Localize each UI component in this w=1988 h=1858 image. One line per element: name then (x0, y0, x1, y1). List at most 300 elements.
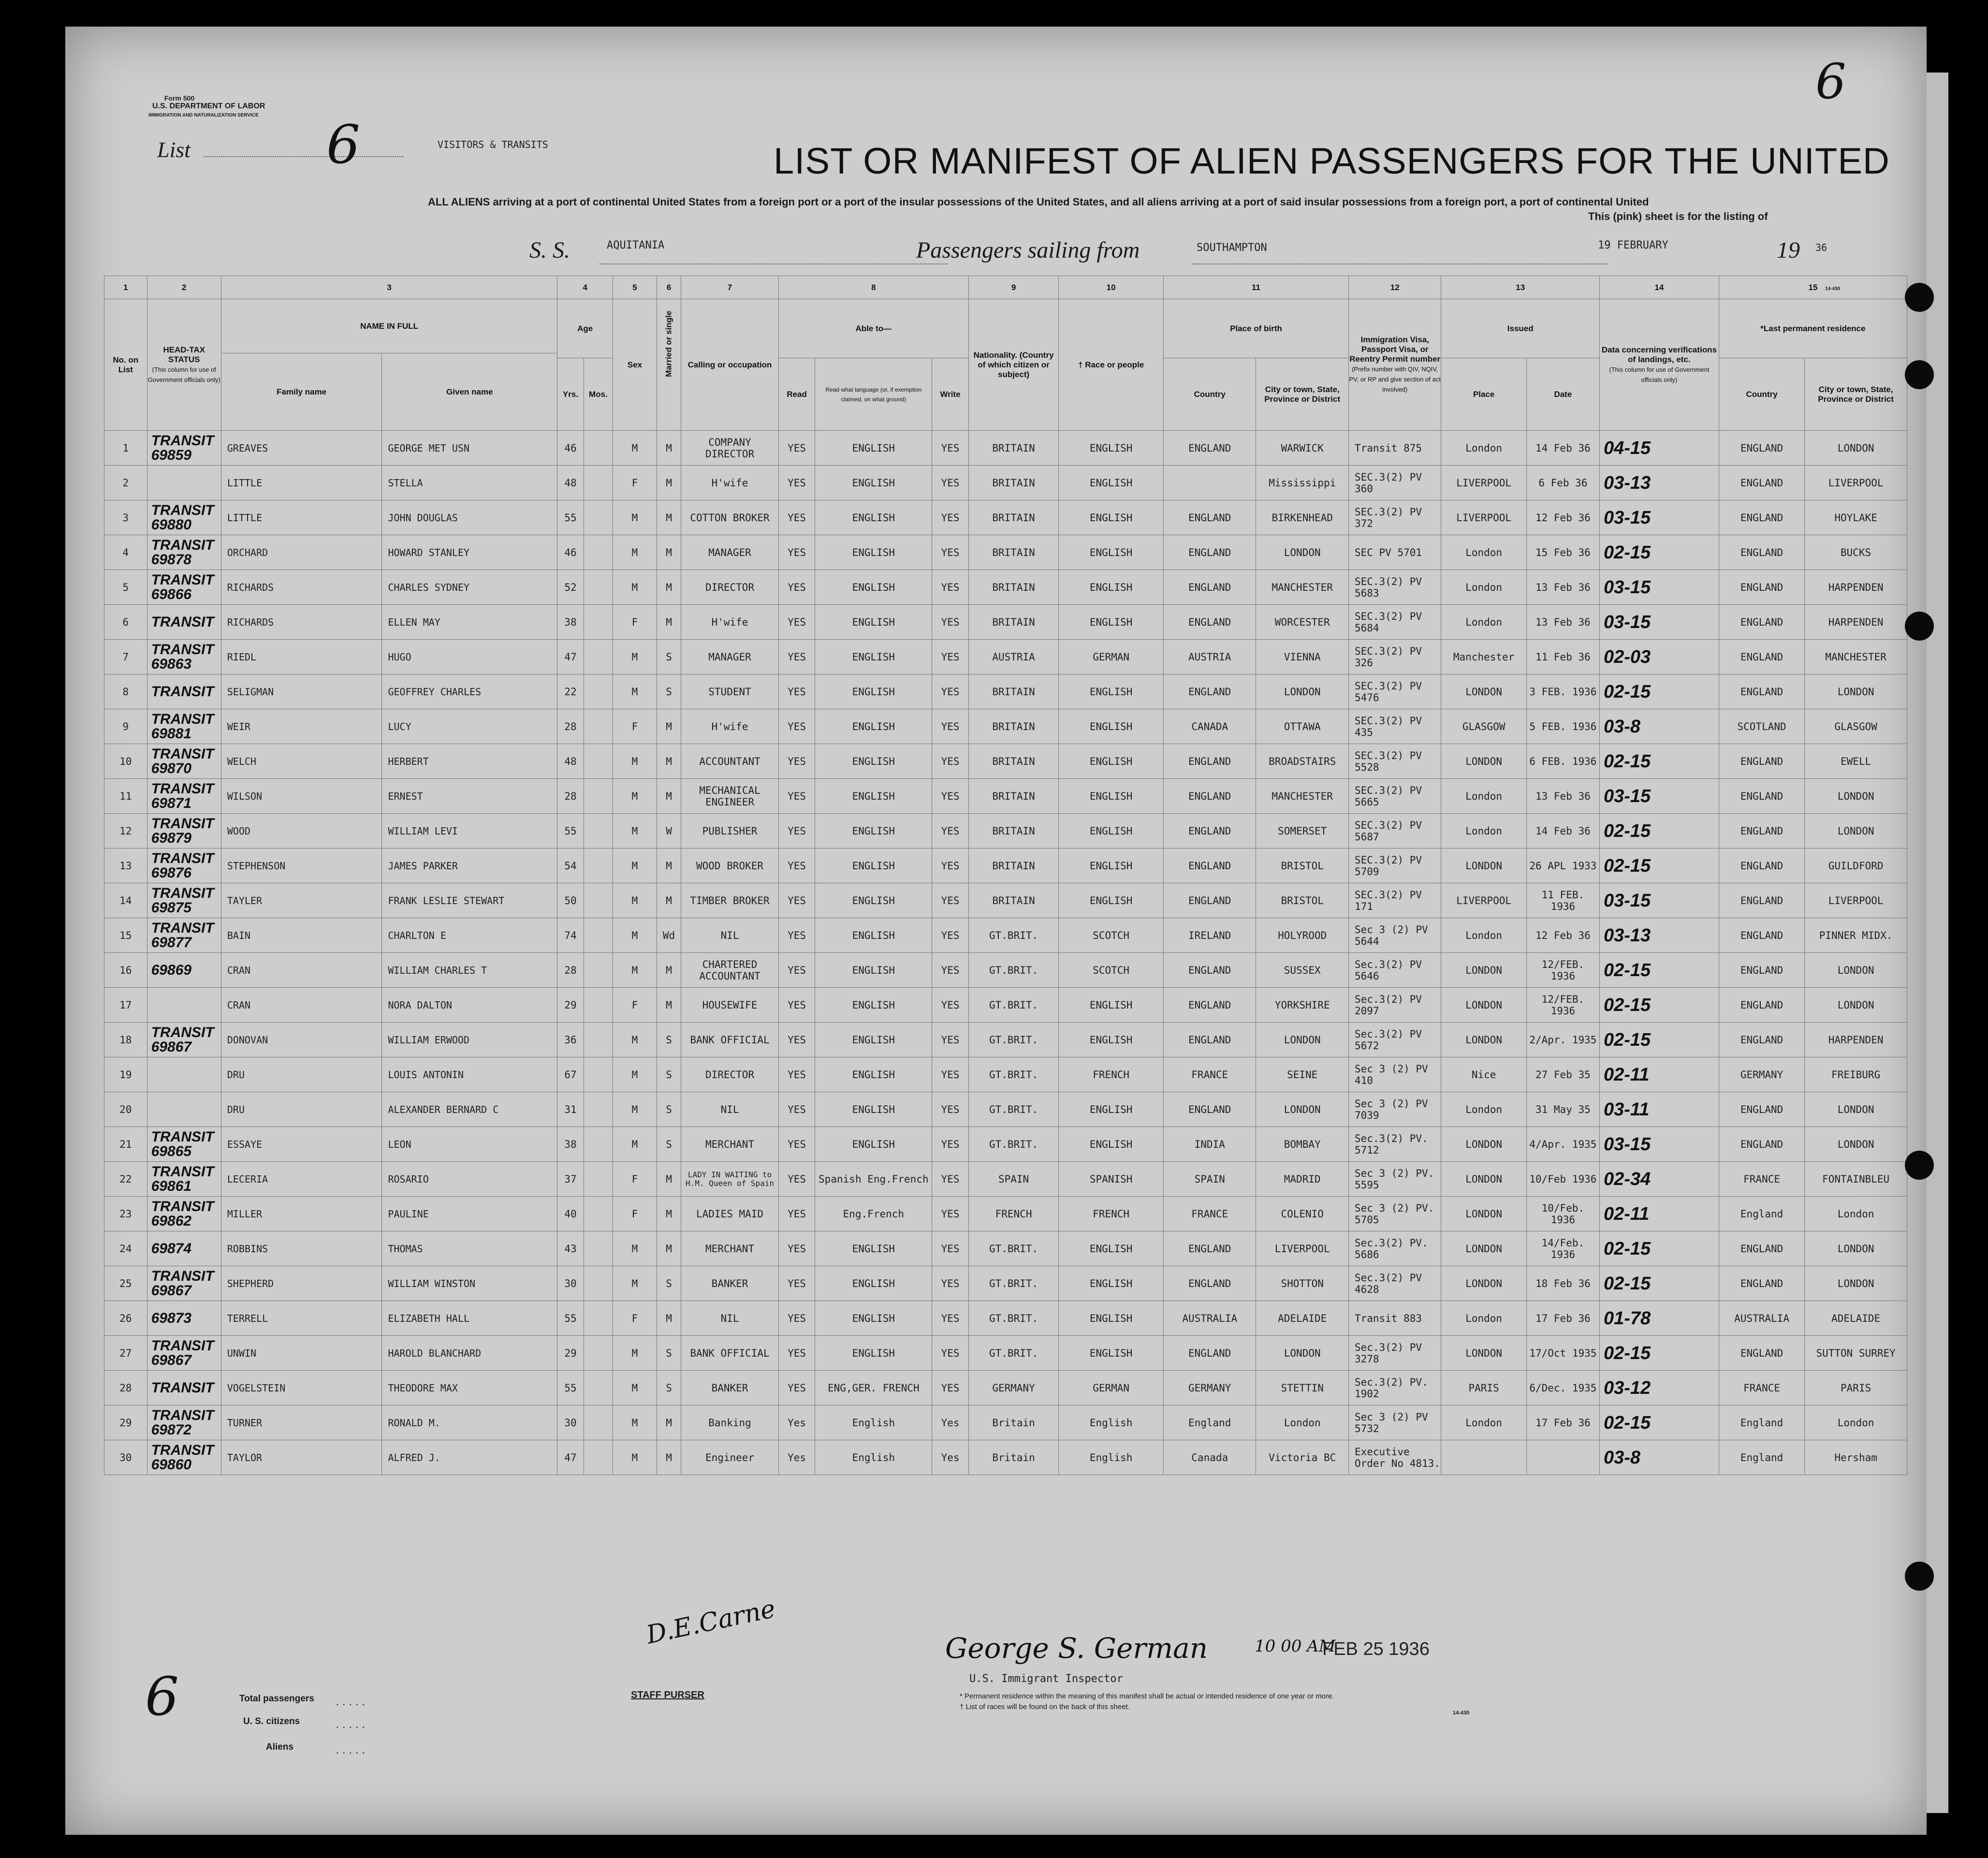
age-years: 30 (557, 1405, 584, 1440)
header-nationality: Nationality. (Country of which citizen or subject) (968, 299, 1058, 431)
punch-hole (1905, 1562, 1934, 1591)
header-calling: Calling or occupation (681, 299, 779, 431)
row-number: 16 (104, 953, 147, 988)
headtax-status: 69873 (147, 1301, 221, 1336)
row-number: 19 (104, 1057, 147, 1092)
headtax-status: TRANSIT (147, 674, 221, 709)
visa-number: SEC.3(2) PV 5476 (1348, 674, 1441, 709)
verification-code: 02-03 (1599, 640, 1719, 674)
row-number: 6 (104, 605, 147, 640)
birth-country: England (1163, 1405, 1256, 1440)
header-yrs: Yrs. (557, 358, 584, 431)
table-row (104, 1162, 1907, 1197)
family-name: VOGELSTEIN (221, 1371, 382, 1405)
header-issued-date: Date (1526, 358, 1599, 431)
residence-country: ENGLAND (1719, 1266, 1804, 1301)
age-months (584, 1197, 613, 1231)
issued-place: LONDON (1441, 1127, 1526, 1162)
birth-city: SEINE (1256, 1057, 1349, 1092)
language: ENGLISH (815, 431, 932, 466)
age-months (584, 1057, 613, 1092)
given-name: STELLA (382, 466, 557, 500)
headtax-status: 69869 (147, 953, 221, 988)
verification-code: 03-15 (1599, 605, 1719, 640)
race: ENGLISH (1059, 1266, 1164, 1301)
row-number: 15 (104, 918, 147, 953)
can-read: YES (778, 500, 815, 535)
age-years: 55 (557, 814, 584, 849)
headtax-status (147, 988, 221, 1023)
birth-country: IRELAND (1163, 918, 1256, 953)
can-read: YES (778, 779, 815, 814)
race: ENGLISH (1059, 605, 1164, 640)
sex: M (613, 640, 657, 674)
row-number: 1 (104, 431, 147, 466)
can-read: YES (778, 431, 815, 466)
residence-country: ENGLAND (1719, 1231, 1804, 1266)
age-years: 29 (557, 988, 584, 1023)
can-write: YES (932, 883, 969, 918)
nationality: GT.BRIT. (968, 1057, 1058, 1092)
given-name: ALEXANDER BERNARD C (382, 1092, 557, 1127)
can-write: YES (932, 779, 969, 814)
col-num: 5 (613, 276, 657, 299)
marital-status: M (657, 953, 681, 988)
occupation: MECHANICAL ENGINEER (681, 779, 779, 814)
col-num: 15 (1719, 276, 1907, 299)
race: GERMAN (1059, 640, 1164, 674)
residence-city: LONDON (1805, 1266, 1907, 1301)
verification-code: 02-15 (1599, 744, 1719, 779)
punch-hole (1905, 612, 1934, 641)
table-row (104, 640, 1907, 674)
sex: M (613, 1266, 657, 1301)
occupation: DIRECTOR (681, 1057, 779, 1092)
issued-date: 31 May 35 (1526, 1092, 1599, 1127)
can-write: YES (932, 1371, 969, 1405)
can-read: YES (778, 1266, 815, 1301)
headtax-status (147, 1092, 221, 1127)
occupation: Banking (681, 1405, 779, 1440)
row-number: 9 (104, 709, 147, 744)
issued-date: 3 FEB. 1936 (1526, 674, 1599, 709)
row-number: 29 (104, 1405, 147, 1440)
purser-title: STAFF PURSER (631, 1690, 704, 1700)
language: ENGLISH (815, 953, 932, 988)
age-months (584, 605, 613, 640)
table-row (104, 1336, 1907, 1371)
language: English (815, 1405, 932, 1440)
issued-date: 4/Apr. 1935 (1526, 1127, 1599, 1162)
family-name: MILLER (221, 1197, 382, 1231)
language: ENGLISH (815, 1057, 932, 1092)
age-months (584, 1301, 613, 1336)
verification-code: 02-15 (1599, 988, 1719, 1023)
marital-status: M (657, 431, 681, 466)
birth-country: ENGLAND (1163, 674, 1256, 709)
marital-status: M (657, 988, 681, 1023)
header-family: Family name (221, 353, 382, 431)
residence-city: LONDON (1805, 988, 1907, 1023)
visa-number: Sec 3 (2) PV 7039 (1348, 1092, 1441, 1127)
given-name: LOUIS ANTONIN (382, 1057, 557, 1092)
issued-date: 18 Feb 36 (1526, 1266, 1599, 1301)
ship-name: AQUITANIA (607, 239, 665, 251)
birth-city: Victoria BC (1256, 1440, 1349, 1475)
language: ENGLISH (815, 849, 932, 883)
given-name: ERNEST (382, 779, 557, 814)
residence-country: ENGLAND (1719, 431, 1804, 466)
can-write: YES (932, 1197, 969, 1231)
age-years: 37 (557, 1162, 584, 1197)
nationality: BRITAIN (968, 883, 1058, 918)
marital-status: M (657, 883, 681, 918)
table-row (104, 849, 1907, 883)
can-write: YES (932, 570, 969, 605)
age-years: 52 (557, 570, 584, 605)
language: ENGLISH (815, 500, 932, 535)
headtax-status: TRANSIT 69875 (147, 883, 221, 918)
language: ENGLISH (815, 1231, 932, 1266)
issued-date: 6 FEB. 1936 (1526, 744, 1599, 779)
residence-city: FREIBURG (1805, 1057, 1907, 1092)
row-number: 12 (104, 814, 147, 849)
issued-date (1526, 1440, 1599, 1475)
age-years: 40 (557, 1197, 584, 1231)
sex: M (613, 849, 657, 883)
occupation: HOUSEWIFE (681, 988, 779, 1023)
header-data: Data concerning verifications of landings, etc. (This column for use of Government officials only) (1599, 299, 1719, 431)
department: U.S. DEPARTMENT OF LABOR (152, 102, 265, 110)
issued-place: LONDON (1441, 1023, 1526, 1057)
visa-number: SEC.3(2) PV 5684 (1348, 605, 1441, 640)
birth-country: ENGLAND (1163, 779, 1256, 814)
residence-country: England (1719, 1440, 1804, 1475)
issued-date: 26 APL 1933 (1526, 849, 1599, 883)
visa-number: Sec.3(2) PV 5646 (1348, 953, 1441, 988)
header-name: NAME IN FULL (221, 299, 557, 353)
verification-code: 03-15 (1599, 779, 1719, 814)
language: ENGLISH (815, 1336, 932, 1371)
row-number: 8 (104, 674, 147, 709)
headtax-status: TRANSIT 69867 (147, 1336, 221, 1371)
issued-date: 12/FEB. 1936 (1526, 953, 1599, 988)
headtax-status (147, 1057, 221, 1092)
table-row (104, 744, 1907, 779)
birth-city: ADELAIDE (1256, 1301, 1349, 1336)
table-row (104, 1266, 1907, 1301)
age-years: 30 (557, 1266, 584, 1301)
given-name: LUCY (382, 709, 557, 744)
sex: F (613, 709, 657, 744)
can-read: YES (778, 1092, 815, 1127)
can-write: YES (932, 1231, 969, 1266)
occupation: Engineer (681, 1440, 779, 1475)
visa-number: Sec.3(2) PV. 5686 (1348, 1231, 1441, 1266)
nationality: Britain (968, 1405, 1058, 1440)
occupation: CHARTERED ACCOUNTANT (681, 953, 779, 988)
visa-number: SEC PV 5701 (1348, 535, 1441, 570)
can-read: YES (778, 1127, 815, 1162)
age-years: 38 (557, 605, 584, 640)
given-name: CHARLTON E (382, 918, 557, 953)
occupation: NIL (681, 1092, 779, 1127)
marital-status: M (657, 744, 681, 779)
visa-number: Sec 3 (2) PV. 5595 (1348, 1162, 1441, 1197)
residence-country: ENGLAND (1719, 744, 1804, 779)
birth-city: BRISTOL (1256, 849, 1349, 883)
issued-place: London (1441, 1301, 1526, 1336)
language: ENGLISH (815, 1301, 932, 1336)
port-line (1192, 263, 1608, 264)
sex: M (613, 1127, 657, 1162)
table-row (104, 1127, 1907, 1162)
race: ENGLISH (1059, 570, 1164, 605)
family-name: TURNER (221, 1405, 382, 1440)
issued-date: 11 Feb 36 (1526, 640, 1599, 674)
header-race: † Race or people (1059, 299, 1164, 431)
manifest-sheet (65, 27, 1927, 1835)
visa-number: Sec.3(2) PV. 1902 (1348, 1371, 1441, 1405)
given-name: HUGO (382, 640, 557, 674)
can-write: YES (932, 709, 969, 744)
age-years: 28 (557, 709, 584, 744)
ss-label: S. S. (529, 237, 570, 263)
language: ENGLISH (815, 1023, 932, 1057)
residence-country: ENGLAND (1719, 849, 1804, 883)
issued-date: 10/Feb 1936 (1526, 1162, 1599, 1197)
age-months (584, 1336, 613, 1371)
can-read: YES (778, 953, 815, 988)
race: ENGLISH (1059, 1336, 1164, 1371)
can-write: YES (932, 953, 969, 988)
nationality: SPAIN (968, 1162, 1058, 1197)
race: ENGLISH (1059, 883, 1164, 918)
given-name: HAROLD BLANCHARD (382, 1336, 557, 1371)
occupation: ACCOUNTANT (681, 744, 779, 779)
visa-number: Sec 3 (2) PV 410 (1348, 1057, 1441, 1092)
issued-place: GLASGOW (1441, 709, 1526, 744)
can-write: Yes (932, 1405, 969, 1440)
sex: F (613, 988, 657, 1023)
residence-city: LONDON (1805, 814, 1907, 849)
issued-place: LIVERPOOL (1441, 883, 1526, 918)
residence-city: LONDON (1805, 779, 1907, 814)
row-number: 13 (104, 849, 147, 883)
table-row (104, 535, 1907, 570)
verification-code: 02-11 (1599, 1197, 1719, 1231)
can-read: YES (778, 918, 815, 953)
given-name: ALFRED J. (382, 1440, 557, 1475)
row-number: 7 (104, 640, 147, 674)
can-write: YES (932, 918, 969, 953)
race: SCOTCH (1059, 918, 1164, 953)
header-married: Married or single (657, 299, 681, 431)
col-num: 14 (1599, 276, 1719, 299)
nationality: GT.BRIT. (968, 1092, 1058, 1127)
can-write: YES (932, 1301, 969, 1336)
issued-place: London (1441, 535, 1526, 570)
issued-place: LONDON (1441, 953, 1526, 988)
table-row (104, 431, 1907, 466)
marital-status: S (657, 1336, 681, 1371)
given-name: NORA DALTON (382, 988, 557, 1023)
age-years: 55 (557, 1371, 584, 1405)
headtax-status: TRANSIT 69867 (147, 1023, 221, 1057)
visa-number: Transit 883 (1348, 1301, 1441, 1336)
row-number: 22 (104, 1162, 147, 1197)
col-num: 7 (681, 276, 779, 299)
headtax-status: TRANSIT 69861 (147, 1162, 221, 1197)
birth-country (1163, 466, 1256, 500)
header-form-ref: 14-430 (1825, 286, 1841, 292)
header-sex: Sex (613, 299, 657, 431)
age-months (584, 953, 613, 988)
sex: M (613, 1231, 657, 1266)
family-name: TERRELL (221, 1301, 382, 1336)
birth-country: Canada (1163, 1440, 1256, 1475)
can-write: YES (932, 988, 969, 1023)
col-num: 1 (104, 276, 147, 299)
residence-city: LONDON (1805, 1231, 1907, 1266)
language: Spanish Eng.French (815, 1162, 932, 1197)
age-months (584, 535, 613, 570)
headtax-status: TRANSIT 69877 (147, 918, 221, 953)
issued-date: 12/FEB. 1936 (1526, 988, 1599, 1023)
dotted-leaders: ..... (336, 1718, 369, 1730)
can-write: YES (932, 605, 969, 640)
can-read: Yes (778, 1440, 815, 1475)
sex: M (613, 1092, 657, 1127)
punch-hole (1905, 283, 1934, 312)
nationality: GT.BRIT. (968, 953, 1058, 988)
headtax-status: TRANSIT 69880 (147, 500, 221, 535)
sex: M (613, 814, 657, 849)
given-name: ELLEN MAY (382, 605, 557, 640)
residence-city: LIVERPOOL (1805, 466, 1907, 500)
nationality: BRITAIN (968, 744, 1058, 779)
age-years: 22 (557, 674, 584, 709)
age-months (584, 988, 613, 1023)
table-row (104, 918, 1907, 953)
language: ENGLISH (815, 466, 932, 500)
residence-country: ENGLAND (1719, 779, 1804, 814)
issued-place: LIVERPOOL (1441, 500, 1526, 535)
birth-country: ENGLAND (1163, 744, 1256, 779)
footnote-residence: * Permanent residence within the meaning of this manifest shall be actual or intended residence of one year or more. (960, 1692, 1334, 1700)
inspector-signature: George S. German (945, 1632, 1208, 1665)
residence-country: England (1719, 1197, 1804, 1231)
occupation: NIL (681, 1301, 779, 1336)
language: English (815, 1440, 932, 1475)
table-row (104, 1023, 1907, 1057)
issued-date: 6/Dec. 1935 (1526, 1371, 1599, 1405)
headtax-status: TRANSIT 69879 (147, 814, 221, 849)
row-number: 24 (104, 1231, 147, 1266)
birth-city: VIENNA (1256, 640, 1349, 674)
language: ENGLISH (815, 814, 932, 849)
nationality: GT.BRIT. (968, 1231, 1058, 1266)
sex: F (613, 605, 657, 640)
birth-city: COLENIO (1256, 1197, 1349, 1231)
birth-country: ENGLAND (1163, 431, 1256, 466)
birth-country: AUSTRALIA (1163, 1301, 1256, 1336)
issued-place: London (1441, 431, 1526, 466)
birth-city: LONDON (1256, 535, 1349, 570)
visa-number: SEC.3(2) PV 5687 (1348, 814, 1441, 849)
birth-country: ENGLAND (1163, 1266, 1256, 1301)
can-read: YES (778, 570, 815, 605)
residence-country: AUSTRALIA (1719, 1301, 1804, 1336)
age-months (584, 1092, 613, 1127)
family-name: ESSAYE (221, 1127, 382, 1162)
verification-code: 02-15 (1599, 1023, 1719, 1057)
birth-country: GERMANY (1163, 1371, 1256, 1405)
residence-city: London (1805, 1197, 1907, 1231)
age-years: 47 (557, 1440, 584, 1475)
verification-code: 02-15 (1599, 535, 1719, 570)
occupation: LADIES MAID (681, 1197, 779, 1231)
ship-line (599, 263, 948, 264)
birth-city: LONDON (1256, 1023, 1349, 1057)
residence-country: ENGLAND (1719, 1092, 1804, 1127)
column-number-row (104, 276, 1907, 299)
marital-status: S (657, 1127, 681, 1162)
issued-place: London (1441, 605, 1526, 640)
verification-code: 03-8 (1599, 709, 1719, 744)
sex: M (613, 570, 657, 605)
visa-number: Sec.3(2) PV 2097 (1348, 988, 1441, 1023)
birth-country: ENGLAND (1163, 1231, 1256, 1266)
issued-date: 17/Oct 1935 (1526, 1336, 1599, 1371)
verification-code: 02-15 (1599, 1336, 1719, 1371)
birth-city: SUSSEX (1256, 953, 1349, 988)
table-row (104, 883, 1907, 918)
given-name: GEORGE MET USN (382, 431, 557, 466)
can-write: YES (932, 1266, 969, 1301)
birth-country: AUSTRIA (1163, 640, 1256, 674)
sex: M (613, 1405, 657, 1440)
headtax-status: 69874 (147, 1231, 221, 1266)
row-number: 27 (104, 1336, 147, 1371)
nationality: BRITAIN (968, 605, 1058, 640)
age-years: 36 (557, 1023, 584, 1057)
marital-status: Wd (657, 918, 681, 953)
race: SCOTCH (1059, 953, 1164, 988)
birth-country: ENGLAND (1163, 883, 1256, 918)
row-number: 10 (104, 744, 147, 779)
issued-place: LONDON (1441, 849, 1526, 883)
sex: M (613, 535, 657, 570)
col-num: 6 (657, 276, 681, 299)
nationality: BRITAIN (968, 814, 1058, 849)
row-number: 26 (104, 1301, 147, 1336)
issued-date: 11 FEB. 1936 (1526, 883, 1599, 918)
language: ENGLISH (815, 1266, 932, 1301)
race: FRENCH (1059, 1197, 1164, 1231)
verification-code: 02-15 (1599, 849, 1719, 883)
family-name: WEIR (221, 709, 382, 744)
race: ENGLISH (1059, 709, 1164, 744)
visa-number: SEC.3(2) PV 372 (1348, 500, 1441, 535)
age-years: 50 (557, 883, 584, 918)
age-months (584, 918, 613, 953)
nationality: BRITAIN (968, 570, 1058, 605)
given-name: JOHN DOUGLAS (382, 500, 557, 535)
header-issued-place: Place (1441, 358, 1526, 431)
birth-country: ENGLAND (1163, 849, 1256, 883)
can-write: Yes (932, 1440, 969, 1475)
